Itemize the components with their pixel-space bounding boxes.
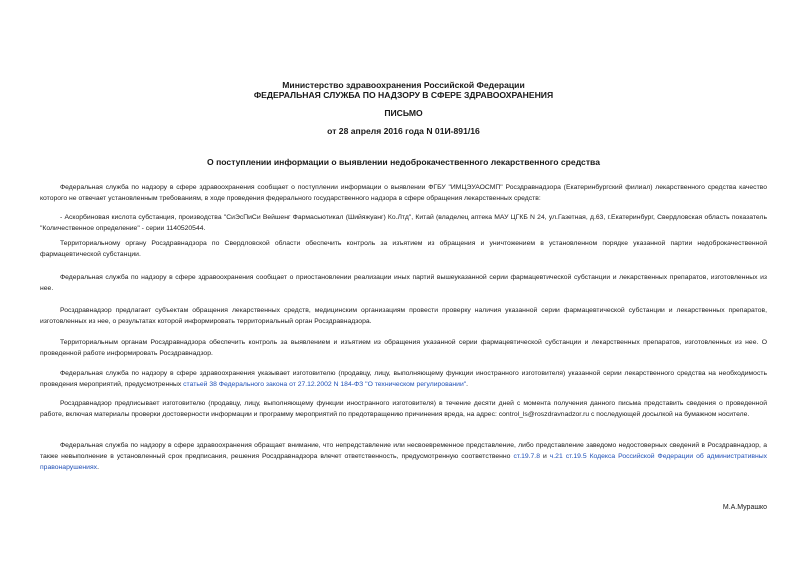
signature: М.А.Мурашко xyxy=(722,504,767,511)
paragraph-8: Росздравнадзор предписывает изготовителю (продавцу, лицу, выполняющему функции иностранного изготовителя) в течение десяти дней с момента получения данного письма представить сведения о проведенной работе, включая материалы проверки достоверности информации и программу мероприятий по предотвращению причинения вреда, на адрес: control_ls@roszdravnadzor.ru с последующей досылкой на бумажном носителе. xyxy=(40,400,767,418)
paragraph-9-end: . xyxy=(97,464,99,471)
law-article-38-link[interactable]: статьей 38 Федерального закона от 27.12.2002 N 184-ФЗ "О техническом регулировании" xyxy=(183,381,467,388)
paragraph-2: - Аскорбиновая кислота субстанция, производства "СиЭсПиСи Вейшенг Фармасьютикал (Шийяжуанг) Ко.Лтд", Китай (владелец аптека МАУ ЦГКБ N 24, ул.Газетная, д.63, г.Екатеринбург, Свердловская область показатель "Количественное определение" - серии 1140520544. xyxy=(40,214,767,232)
paragraph-4: Федеральная служба по надзору в сфере здравоохранения сообщает о приостановлении реализации иных партий вышеуказанной серии фармацевтической субстанции и лекарственных препаратов, изготовленных из нее. xyxy=(40,274,767,292)
koap-article-19-7-8-link[interactable]: ст.19.7.8 xyxy=(513,453,540,460)
document-subject: О поступлении информации о выявлении недоброкачественного лекарственного средства xyxy=(207,157,600,167)
koap-article-19-5-link[interactable]: ч.21 ст.19.5 Кодекса Российской Федерации об административных правонарушениях xyxy=(40,453,768,471)
document-type: ПИСЬМО xyxy=(384,108,423,118)
paragraph-7-end: . xyxy=(466,381,469,388)
paragraph-7 xyxy=(40,368,767,390)
paragraph-9-conjunction: и xyxy=(539,453,550,460)
paragraph-7-text: Федеральная служба по надзору в сфере здравоохранения указывает изготовителю (продавцу, лицу, выполняющему функции иностранного изготовителя) указанной серии лекарственного средства на необходимость проведения мероприятий, предусмотренных xyxy=(40,370,767,388)
paragraph-5: Росздравнадзор предлагает субъектам обращения лекарственных средств, медицинским организациям провести проверку наличия указанной серии фармацевтической субстанции и лекарственных препаратов, изготовленных из нее, о результатах которой информировать территориальный орган Росздравнадзора. xyxy=(40,307,767,325)
paragraph-1: Федеральная служба по надзору в сфере здравоохранения сообщает о поступлении информации о выявлении ФГБУ "ИМЦЭУАОСМП" Росздравнадзора (Екатеринбургский филиал) лекарственного средства качество которого не отвечает установленным требованиям, в ходе проведения федерального государственного надзора в сфере обращения лекарственных средств: xyxy=(40,184,767,202)
paragraph-3: Территориальному органу Росздравнадзора по Свердловской области обеспечить контроль за изъятием из обращения и уничтожением в установленном порядке указанной партии недоброкачественной фармацевтической субстанции. xyxy=(40,240,767,258)
service-title: ФЕДЕРАЛЬНАЯ СЛУЖБА ПО НАДЗОРУ В СФЕРЕ ЗДРАВООХРАНЕНИЯ xyxy=(253,90,554,100)
document-date-number: от 28 апреля 2016 года N 01И-891/16 xyxy=(327,126,480,136)
paragraph-9 xyxy=(40,440,767,473)
ministry-title: Министерство здравоохранения Российской Федерации xyxy=(282,80,525,90)
paragraph-6: Территориальным органам Росздравнадзора обеспечить контроль за выявлением и изъятием из обращения указанной серии фармацевтической субстанции и лекарственных препаратов, изготовленных из нее. О проведенной работе информировать Росздравнадзор. xyxy=(40,339,767,357)
paragraph-9-text: Федеральная служба по надзору в сфере здравоохранения обращает внимание, что непредставление или несвоевременное представление, либо представление заведомо недостоверных сведений в Росздравнадзор, а также невыполнение в установленный срок предписания, решения Росздравнадзора влечет ответственность, предусмотренную соответственно xyxy=(40,442,767,460)
